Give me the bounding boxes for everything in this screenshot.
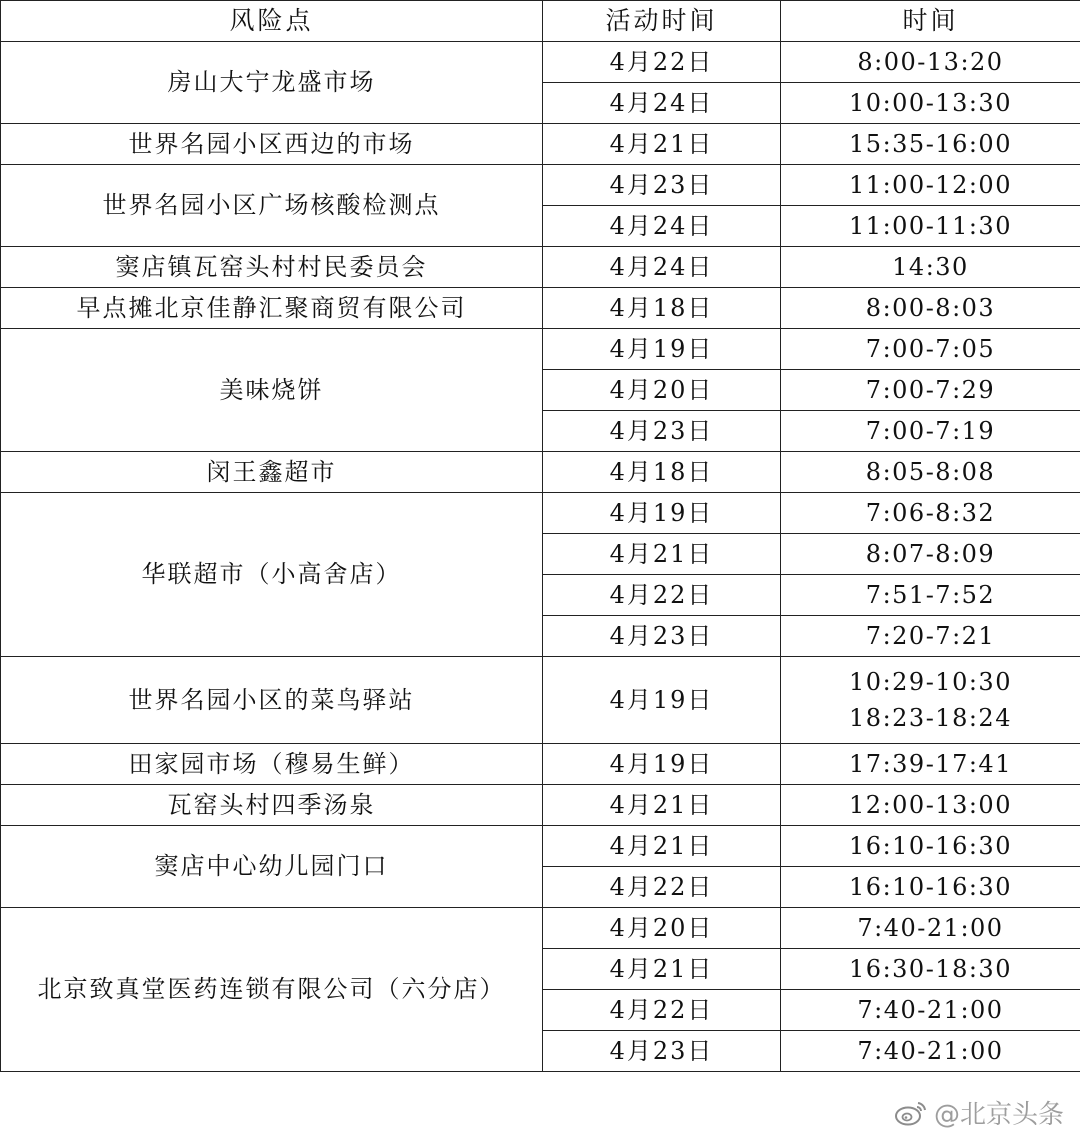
- risk-point-cell: 早点摊北京佳静汇聚商贸有限公司: [1, 288, 543, 329]
- activity-date-cell: 4月19日: [543, 657, 781, 744]
- time-value: 10:00-13:30: [849, 89, 1012, 117]
- time-value: 16:10-16:30: [849, 832, 1012, 860]
- time-cell: [781, 744, 1080, 785]
- time-cell: [781, 826, 1080, 867]
- activity-date-cell: 4月19日: [543, 744, 781, 785]
- time-cell: [781, 42, 1080, 83]
- table-row: [1, 744, 1080, 785]
- activity-date-cell: 4月20日: [543, 370, 781, 411]
- time-cell: [781, 83, 1080, 124]
- activity-date-cell: 4月24日: [543, 206, 781, 247]
- activity-date-cell: 4月19日: [543, 493, 781, 534]
- time-value: 12:00-13:00: [849, 791, 1012, 819]
- table-row: [1, 452, 1080, 493]
- time-cell: [781, 370, 1080, 411]
- time-cell: [781, 124, 1080, 165]
- time-cell: [781, 493, 1080, 534]
- activity-date-cell: 4月21日: [543, 949, 781, 990]
- activity-date-cell: 4月20日: [543, 908, 781, 949]
- time-cell: [781, 165, 1080, 206]
- time-cell: [781, 247, 1080, 288]
- time-cell: [781, 990, 1080, 1031]
- activity-date-cell: 4月23日: [543, 1031, 781, 1072]
- time-value: 16:30-18:30: [849, 955, 1012, 983]
- time-value: 14:30: [892, 253, 969, 281]
- time-cell: [781, 949, 1080, 990]
- header-activity-date: 活动时间: [543, 1, 781, 42]
- time-cell: [781, 411, 1080, 452]
- weibo-logo-icon: [894, 1099, 928, 1127]
- time-cell: [781, 288, 1080, 329]
- activity-date-cell: 4月24日: [543, 247, 781, 288]
- time-cell: [781, 616, 1080, 657]
- activity-date-cell: 4月24日: [543, 83, 781, 124]
- table-row: [1, 247, 1080, 288]
- time-cell: [781, 575, 1080, 616]
- table-row: [1, 165, 1080, 206]
- time-value: 16:10-16:30: [849, 873, 1012, 901]
- time-value: 8:05-8:08: [865, 458, 996, 486]
- time-value: 7:40-21:00: [857, 996, 1004, 1024]
- risk-point-cell: 瓦窑头村四季汤泉: [1, 785, 543, 826]
- table-row: [1, 288, 1080, 329]
- activity-date-cell: 4月18日: [543, 288, 781, 329]
- time-value: 11:00-12:00: [849, 171, 1012, 199]
- time-value: 8:00-8:03: [865, 294, 996, 322]
- time-value: 8:07-8:09: [865, 540, 996, 568]
- time-value: 7:40-21:00: [857, 1037, 1004, 1065]
- risk-point-cell: 田家园市场（穆易生鲜）: [1, 744, 543, 785]
- risk-point-cell: 窦店镇瓦窑头村村民委员会: [1, 247, 543, 288]
- time-value: 7:40-21:00: [857, 914, 1004, 942]
- table-header-row: [1, 1, 1080, 42]
- activity-date-cell: 4月21日: [543, 826, 781, 867]
- risk-point-cell: 世界名园小区西边的市场: [1, 124, 543, 165]
- risk-point-cell: 美味烧饼: [1, 329, 543, 452]
- table-row: [1, 493, 1080, 534]
- time-cell: [781, 452, 1080, 493]
- time-value: 15:35-16:00: [849, 130, 1012, 158]
- risk-point-cell: 闵王鑫超市: [1, 452, 543, 493]
- activity-date-cell: 4月21日: [543, 534, 781, 575]
- activity-date-cell: 4月23日: [543, 165, 781, 206]
- time-cell: [781, 206, 1080, 247]
- time-value: 10:29-10:30: [849, 668, 1012, 696]
- time-value: 7:00-7:19: [865, 417, 996, 445]
- table-row: [1, 42, 1080, 83]
- table-row: [1, 785, 1080, 826]
- time-cell: [781, 867, 1080, 908]
- activity-date-cell: 4月23日: [543, 411, 781, 452]
- activity-date-cell: 4月22日: [543, 990, 781, 1031]
- table-body: [1, 42, 1080, 1072]
- time-value: 7:20-7:21: [865, 622, 996, 650]
- time-value: 8:00-13:20: [857, 48, 1004, 76]
- time-cell: [781, 329, 1080, 370]
- risk-point-cell: 房山大宁龙盛市场: [1, 42, 543, 124]
- time-value: 7:51-7:52: [865, 581, 996, 609]
- risk-point-cell: 窦店中心幼儿园门口: [1, 826, 543, 908]
- time-value: 7:06-8:32: [865, 499, 996, 527]
- time-cell: [781, 534, 1080, 575]
- activity-date-cell: 4月21日: [543, 124, 781, 165]
- time-value: 11:00-11:30: [849, 212, 1012, 240]
- risk-point-cell: 世界名园小区广场核酸检测点: [1, 165, 543, 247]
- table-row: [1, 826, 1080, 867]
- header-time: 时间: [781, 1, 1080, 42]
- time-value: 7:00-7:05: [865, 335, 996, 363]
- time-value: 18:23-18:24: [849, 704, 1012, 732]
- table-row: [1, 124, 1080, 165]
- activity-date-cell: 4月19日: [543, 329, 781, 370]
- activity-date-cell: 4月23日: [543, 616, 781, 657]
- activity-date-cell: 4月18日: [543, 452, 781, 493]
- time-cell: [781, 657, 1080, 744]
- watermark: [890, 1094, 1068, 1131]
- time-cell: [781, 785, 1080, 826]
- time-value: 17:39-17:41: [849, 750, 1012, 778]
- table-row: [1, 329, 1080, 370]
- activity-date-cell: 4月22日: [543, 575, 781, 616]
- activity-date-cell: 4月22日: [543, 42, 781, 83]
- risk-point-cell: 世界名园小区的菜鸟驿站: [1, 657, 543, 744]
- risk-point-cell: 北京致真堂医药连锁有限公司（六分店）: [1, 908, 543, 1072]
- activity-date-cell: 4月21日: [543, 785, 781, 826]
- risk-point-cell: 华联超市（小高舍店）: [1, 493, 543, 657]
- time-value: 7:00-7:29: [865, 376, 996, 404]
- table-row: [1, 657, 1080, 744]
- time-cell: [781, 1031, 1080, 1072]
- watermark-text: @北京头条: [933, 1100, 1064, 1130]
- activity-date-cell: 4月22日: [543, 867, 781, 908]
- time-cell: [781, 908, 1080, 949]
- table-row: [1, 908, 1080, 949]
- header-risk-point: 风险点: [1, 1, 543, 42]
